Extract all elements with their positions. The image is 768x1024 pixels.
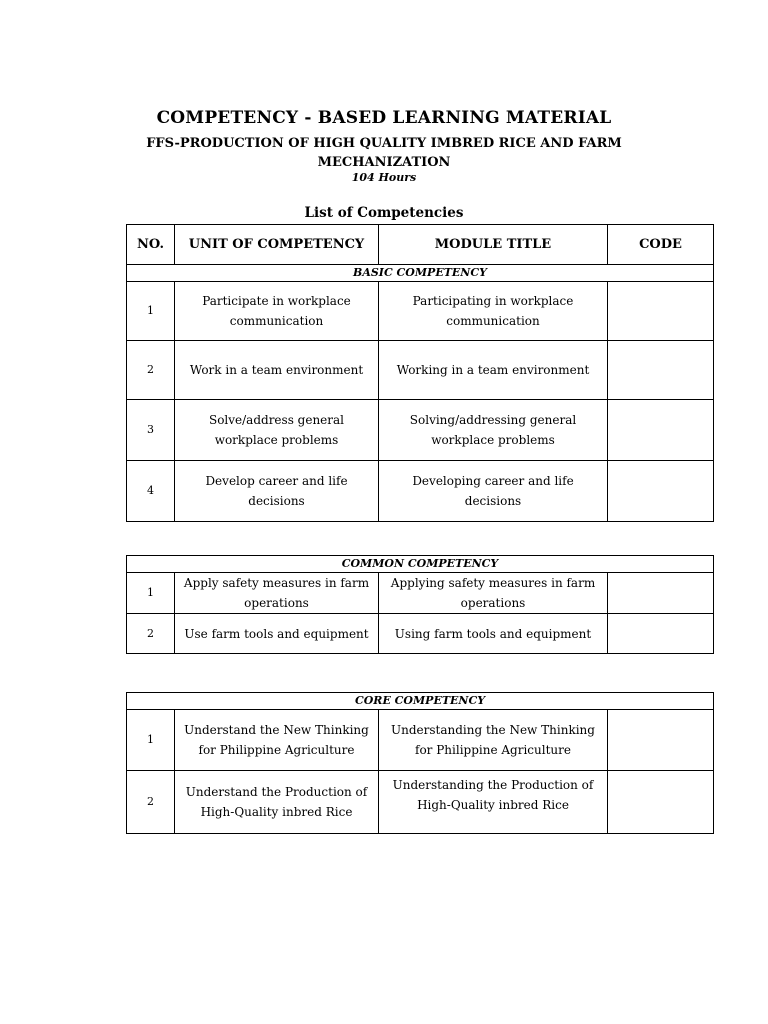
row-module: Solving/addressing general workplace problems	[379, 400, 608, 461]
section-row-basic	[127, 265, 714, 282]
core-competency-table	[126, 692, 714, 834]
row-module: Participating in workplace communication	[379, 282, 608, 341]
row-module: Developing career and life decisions	[379, 461, 608, 522]
document-hours: 104 Hours	[351, 171, 417, 184]
table-row	[127, 710, 714, 771]
row-code	[608, 614, 714, 654]
row-unit: Work in a team environment	[175, 341, 379, 400]
row-code	[608, 710, 714, 771]
row-no: 2	[127, 614, 175, 654]
header-module: MODULE TITLE	[379, 225, 608, 265]
table-row	[127, 341, 714, 400]
row-unit: Use farm tools and equipment	[175, 614, 379, 654]
section-row-common	[127, 556, 714, 573]
row-module: Understanding the New Thinking for Philippine Agriculture	[379, 710, 608, 771]
table-row	[127, 573, 714, 614]
header-no: NO.	[127, 225, 175, 265]
table-row	[127, 461, 714, 522]
document-title: COMPETENCY - BASED LEARNING MATERIAL	[156, 108, 612, 128]
table-header-row	[127, 225, 714, 265]
row-code	[608, 573, 714, 614]
row-no: 2	[127, 771, 175, 834]
row-no: 1	[127, 573, 175, 614]
row-code	[608, 461, 714, 522]
row-unit: Apply safety measures in farm operations	[175, 573, 379, 614]
section-label-common: COMMON COMPETENCY	[127, 556, 714, 573]
basic-competency-table	[126, 224, 714, 522]
section-label-core: CORE COMPETENCY	[127, 693, 714, 710]
table-row	[127, 400, 714, 461]
row-unit: Develop career and life decisions	[175, 461, 379, 522]
header-unit: UNIT OF COMPETENCY	[175, 225, 379, 265]
row-module: Understanding the Production of High-Quality inbred Rice	[379, 771, 608, 834]
header-code: CODE	[608, 225, 714, 265]
common-competency-table	[126, 555, 714, 654]
section-row-core	[127, 693, 714, 710]
row-code	[608, 282, 714, 341]
row-code	[608, 400, 714, 461]
row-no: 2	[127, 341, 175, 400]
section-label-basic: BASIC COMPETENCY	[127, 265, 714, 282]
table-row	[127, 614, 714, 654]
row-module: Using farm tools and equipment	[379, 614, 608, 654]
row-no: 1	[127, 282, 175, 341]
row-code	[608, 771, 714, 834]
row-module: Working in a team environment	[379, 341, 608, 400]
row-module: Applying safety measures in farm operations	[379, 573, 608, 614]
row-no: 3	[127, 400, 175, 461]
table-row	[127, 771, 714, 834]
row-unit: Understand the New Thinking for Philippine Agriculture	[175, 710, 379, 771]
row-unit: Understand the Production of High-Quality inbred Rice	[175, 771, 379, 834]
row-code	[608, 341, 714, 400]
document-subtitle: FFS-PRODUCTION OF HIGH QUALITY IMBRED RICE AND FARM MECHANIZATION	[146, 136, 622, 170]
row-unit: Solve/address general workplace problems	[175, 400, 379, 461]
row-no: 1	[127, 710, 175, 771]
row-no: 4	[127, 461, 175, 522]
list-title: List of Competencies	[304, 205, 464, 221]
table-row	[127, 282, 714, 341]
row-unit: Participate in workplace communication	[175, 282, 379, 341]
